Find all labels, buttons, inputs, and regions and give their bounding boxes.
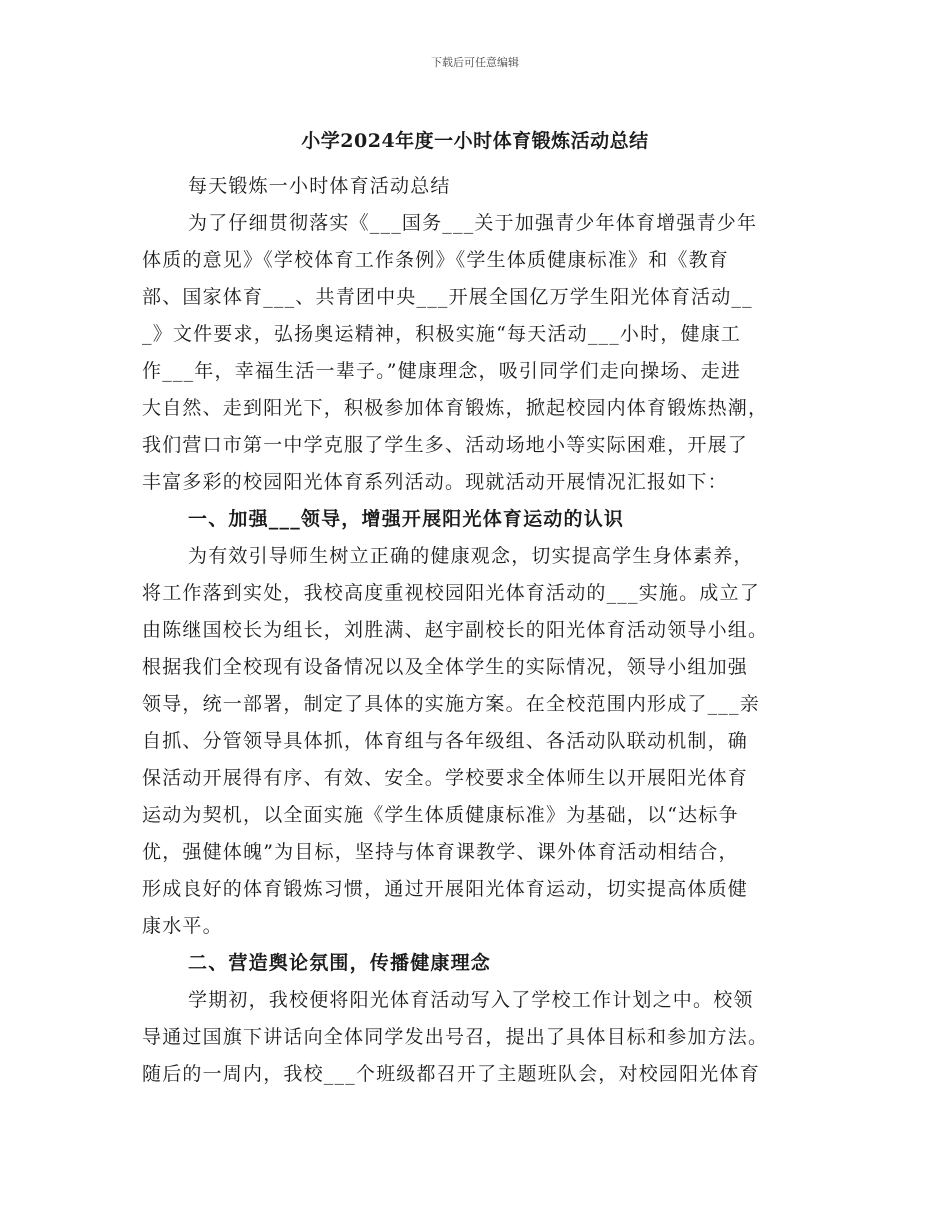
text-line: 部、国家体育___、共青团中央___开展全国亿万学生阳光体育活动__ [142, 286, 753, 308]
text-line: 领导，统一部署，制定了具体的实施方案。在全校范围内形成了___亲 [142, 693, 760, 715]
header-note: 下载后可任意编辑 [431, 56, 519, 69]
text-line: 康水平。 [142, 915, 223, 937]
text-line: 自抓、分管领导具体抓，体育组与各年级组、各活动队联动机制，确 [142, 730, 749, 752]
text-line: 由陈继国校长为组长，刘胜满、赵宇副校长的阳光体育活动领导小组。 [142, 619, 769, 641]
text-line: 我们营口市第一中学克服了学生多、活动场地小等实际困难，开展了 [142, 434, 749, 456]
text-line: 学期初，我校便将阳光体育活动写入了学校工作计划之中。校领 [188, 989, 754, 1011]
text-line: 为了仔细贯彻落实《___国务___关于加强青少年体育增强青少年 [188, 212, 758, 234]
section-heading: 二、营造舆论氛围，传播健康理念 [188, 952, 492, 974]
text-line: 作___年，幸福生活一辈子。”健康理念，吸引同学们走向操场、走进 [142, 360, 742, 382]
text-line: 根据我们全校现有设备情况以及全体学生的实际情况，领导小组加强 [142, 656, 749, 678]
text-line: 优，强健体魄”为目标，坚持与体育课教学、课外体育活动相结合， [142, 841, 739, 863]
text-line: _》文件要求，弘扬奥运精神，积极实施“每天活动___小时，健康工 [142, 323, 742, 345]
text-line: 运动为契机，以全面实施《学生体质健康标准》为基础，以“达标争 [142, 804, 739, 826]
text-line: 每天锻炼一小时体育活动总结 [188, 175, 451, 197]
text-line: 丰富多彩的校园阳光体育系列活动。现就活动开展情况汇报如下： [142, 471, 728, 493]
text-line: 体质的意见》《学校体育工作条例》《学生体质健康标准》和《教育 [142, 249, 730, 271]
document-body [142, 168, 810, 1093]
text-line: 大自然、走到阳光下，积极参加体育锻炼，掀起校园内体育锻炼热潮， [142, 397, 769, 419]
text-line: 导通过国旗下讲话向全体同学发出号召，提出了具体目标和参加方法。 [142, 1026, 769, 1048]
text-line: 随后的一周内，我校___个班级都召开了主题班队会，对校园阳光体育 [142, 1063, 760, 1085]
document-title: 小学2024年度一小时体育锻炼活动总结 [301, 130, 649, 152]
text-line: 保活动开展得有序、有效、安全。学校要求全体师生以开展阳光体育 [142, 767, 749, 789]
text-line: 将工作落到实处，我校高度重视校园阳光体育活动的___实施。成立了 [142, 582, 760, 604]
section-heading: 一、加强___领导，增强开展阳光体育运动的认识 [188, 508, 625, 530]
text-line: 形成良好的体育锻炼习惯，通过开展阳光体育运动，切实提高体质健 [142, 878, 749, 900]
text-line: 为有效引导师生树立正确的健康观念，切实提高学生身体素养， [188, 545, 754, 567]
